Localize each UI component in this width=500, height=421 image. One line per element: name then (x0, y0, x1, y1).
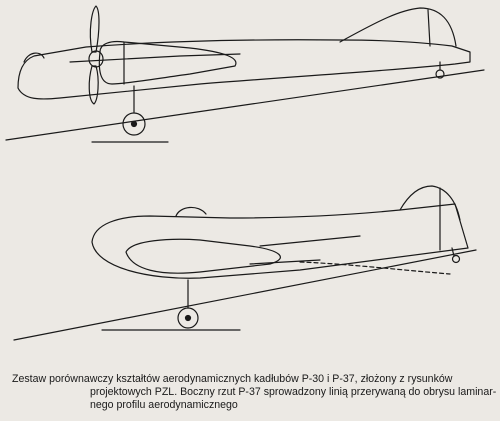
p37-tailwheel (453, 256, 460, 263)
figure-caption (12, 373, 497, 412)
p30-wing (70, 54, 240, 62)
p30-propeller-blade-top (90, 6, 99, 52)
p37-wing-upper (260, 236, 360, 246)
caption-line-1: Zestaw porównawczy kształtów aerodynamicznych kadłubów P-30 i P-37, złożony z rysunków (12, 373, 453, 385)
caption-line-3: nego profilu aerodynamicznego (90, 399, 238, 411)
caption-line-2: projektowych PZL. Boczny rzut P-37 sprowadzony linią przerywaną do obrysu laminar- (90, 386, 497, 398)
p37-laminar-profile-dashed (300, 262, 450, 274)
p30-rudder-line (428, 10, 430, 46)
p30-engine-nacelle (99, 41, 236, 84)
p37-tail-fin (400, 186, 460, 220)
p30-fuselage (18, 40, 470, 99)
p30-propeller-blade-bottom (89, 66, 98, 104)
p37-side-view (14, 186, 476, 340)
p30-wheel-hub (132, 122, 137, 127)
p37-ground-line (14, 250, 476, 340)
p30-side-view (6, 6, 484, 142)
p37-canopy (176, 207, 206, 216)
p37-engine-nacelle (126, 239, 280, 273)
p30-spinner (89, 51, 103, 67)
p37-wheel-hub (186, 316, 191, 321)
